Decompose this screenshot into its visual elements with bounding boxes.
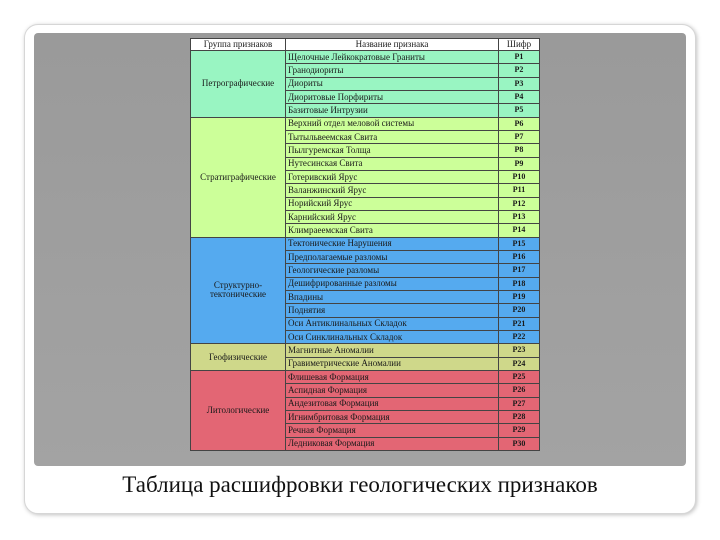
feature-code: P3 [499, 77, 540, 90]
feature-code: P29 [499, 424, 540, 437]
feature-name: Карнийский Ярус [286, 210, 499, 223]
table-header-row [191, 39, 540, 51]
feature-code: P25 [499, 370, 540, 383]
table-row [191, 117, 540, 130]
feature-code: P5 [499, 104, 540, 117]
feature-code: P21 [499, 317, 540, 330]
table-row [191, 51, 540, 64]
feature-name: Игнимбритовая Формация [286, 410, 499, 423]
feature-name: Оси Синклинальных Складок [286, 330, 499, 343]
feature-name: Диоритовые Порфириты [286, 90, 499, 103]
header-group: Группа признаков [191, 39, 286, 51]
table-row [191, 370, 540, 383]
table-row [191, 237, 540, 250]
feature-code: P10 [499, 170, 540, 183]
slide-caption: Таблица расшифровки геологических признаков [122, 472, 598, 497]
feature-code: P15 [499, 237, 540, 250]
feature-code: P2 [499, 64, 540, 77]
feature-name: Тектонические Нарушения [286, 237, 499, 250]
feature-name: Гравиметрические Аномалии [286, 357, 499, 370]
feature-code: P11 [499, 184, 540, 197]
feature-name: Гранодиориты [286, 64, 499, 77]
feature-name: Оси Антиклинальных Складок [286, 317, 499, 330]
feature-name: Валанжинский Ярус [286, 184, 499, 197]
feature-name: Впадины [286, 290, 499, 303]
feature-name: Тытыльвеемская Свита [286, 130, 499, 143]
group-label: Структурно-тектонические [191, 237, 286, 344]
header-code: Шифр [499, 39, 540, 51]
feature-code: P6 [499, 117, 540, 130]
feature-name: Дешифрированные разломы [286, 277, 499, 290]
table-row [191, 344, 540, 357]
group-label: Петрографические [191, 51, 286, 118]
feature-code: P20 [499, 304, 540, 317]
features-table [190, 38, 540, 451]
feature-code: P14 [499, 224, 540, 237]
feature-name: Андезитовая Формация [286, 397, 499, 410]
feature-name: Флишевая Формация [286, 370, 499, 383]
feature-name: Базитовые Интрузии [286, 104, 499, 117]
group-label: Литологические [191, 370, 286, 450]
feature-code: P28 [499, 410, 540, 423]
feature-code: P9 [499, 157, 540, 170]
feature-name: Готеривский Ярус [286, 170, 499, 183]
feature-name: Поднятия [286, 304, 499, 317]
feature-name: Щелочные Лейкократовые Граниты [286, 51, 499, 64]
feature-code: P19 [499, 290, 540, 303]
feature-name: Норийский Ярус [286, 197, 499, 210]
feature-name: Геологические разломы [286, 264, 499, 277]
feature-name: Предполагаемые разломы [286, 250, 499, 263]
feature-code: P1 [499, 51, 540, 64]
feature-code: P27 [499, 397, 540, 410]
feature-code: P13 [499, 210, 540, 223]
table-container [190, 38, 539, 451]
feature-code: P12 [499, 197, 540, 210]
feature-name: Магнитные Аномалии [286, 344, 499, 357]
feature-code: P18 [499, 277, 540, 290]
feature-name: Речная Формация [286, 424, 499, 437]
feature-code: P4 [499, 90, 540, 103]
group-label: Стратиграфические [191, 117, 286, 237]
feature-code: P7 [499, 130, 540, 143]
feature-name: Аспидная Формация [286, 384, 499, 397]
feature-code: P30 [499, 437, 540, 450]
feature-code: P16 [499, 250, 540, 263]
feature-name: Пылгуремская Толща [286, 144, 499, 157]
feature-code: P17 [499, 264, 540, 277]
header-name: Название признака [286, 39, 499, 51]
feature-code: P22 [499, 330, 540, 343]
feature-name: Нутесинская Свита [286, 157, 499, 170]
feature-code: P23 [499, 344, 540, 357]
feature-code: P24 [499, 357, 540, 370]
feature-name: Диориты [286, 77, 499, 90]
group-label: Геофизические [191, 344, 286, 371]
table-body [191, 51, 540, 451]
feature-name: Климраеемская Свита [286, 224, 499, 237]
feature-name: Ледниковая Формация [286, 437, 499, 450]
feature-code: P8 [499, 144, 540, 157]
feature-name: Верхний отдел меловой системы [286, 117, 499, 130]
feature-code: P26 [499, 384, 540, 397]
